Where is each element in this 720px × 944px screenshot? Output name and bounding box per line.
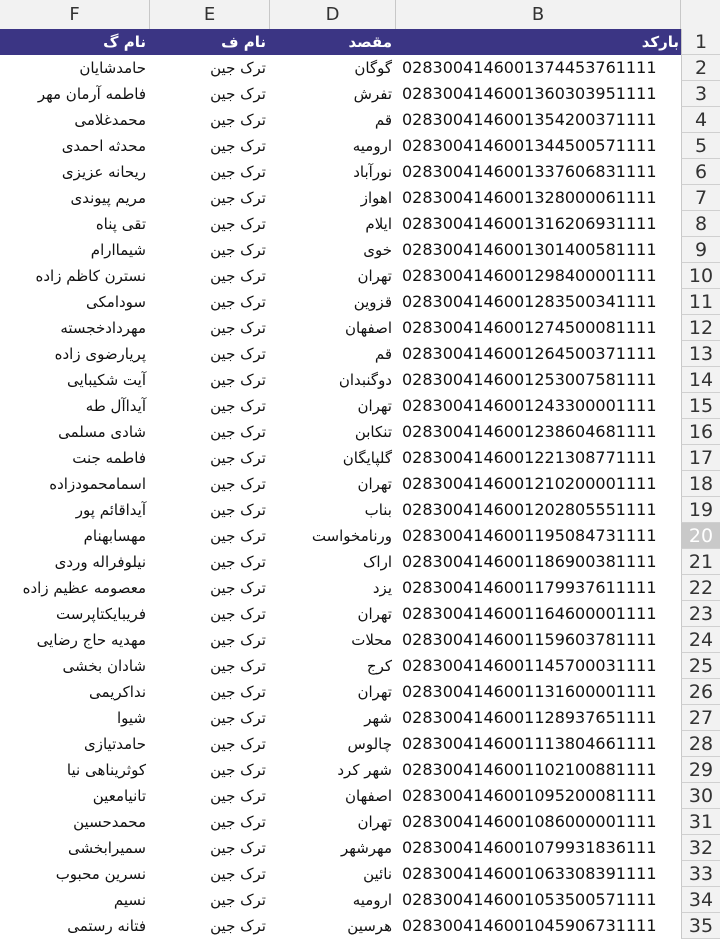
cell-namef[interactable]: ترک جین [210,293,266,311]
cell-dest[interactable]: یزد [372,579,392,597]
cell-dest[interactable]: شهر [364,709,392,727]
row-number[interactable]: 22 [681,575,720,601]
row-number-column [681,29,720,939]
cell-dest[interactable]: قم [374,111,392,129]
table-row[interactable] [0,211,681,237]
cell-dest[interactable]: محلات [351,631,392,649]
column-header-b[interactable]: B [396,0,681,29]
cell-nameg[interactable]: آیداآل طه [85,397,146,415]
cell-dest[interactable]: دوگنبدان [338,371,392,389]
cell-barcode[interactable]: 0283004146001102100881111 [402,760,657,779]
table-row[interactable] [0,783,681,809]
table-row[interactable] [0,133,681,159]
cell-dest[interactable]: ارومیه [352,137,392,155]
table-row[interactable] [0,471,681,497]
cell-barcode[interactable]: 0283004146001360303951111 [402,84,657,103]
cell-dest[interactable]: هرسین [347,917,392,935]
table-row[interactable] [0,289,681,315]
cell-namef[interactable]: ترک جین [210,865,266,883]
cell-nameg[interactable]: تانیامعین [92,787,146,805]
cell-barcode[interactable]: 0283004146001264500371111 [402,344,657,363]
cell-dest[interactable]: تهران [357,267,392,285]
table-row[interactable] [0,159,681,185]
cell-dest[interactable]: تهران [357,813,392,831]
header-row[interactable] [0,29,681,55]
cell-namef[interactable]: ترک جین [210,709,266,727]
row-number[interactable]: 28 [681,731,720,757]
table-row[interactable] [0,523,681,549]
cell-nameg[interactable]: آیداقائم پور [75,501,146,519]
row-number[interactable]: 7 [681,185,720,211]
cell-barcode[interactable]: 0283004146001063308391111 [402,864,657,883]
cell-barcode[interactable]: 0283004146001301400581111 [402,240,657,259]
spreadsheet-grid [0,29,681,939]
row-number[interactable]: 19 [681,497,720,523]
row-number[interactable]: 21 [681,549,720,575]
cell-barcode[interactable]: 0283004146001328000061111 [402,188,657,207]
cell-barcode[interactable]: 0283004146001164600001111 [402,604,657,623]
cell-barcode[interactable]: 0283004146001079931836111 [402,838,657,857]
cell-namef[interactable]: ترک جین [210,787,266,805]
cell-namef[interactable]: ترک جین [210,345,266,363]
column-header-bar [0,0,720,30]
table-row[interactable] [0,887,681,913]
table-row[interactable] [0,861,681,887]
cell-nameg[interactable]: نسرین محبوب [55,865,146,883]
table-row[interactable] [0,315,681,341]
cell-dest[interactable]: تهران [357,475,392,493]
cell-namef[interactable]: ترک جین [210,891,266,909]
cell-namef[interactable]: ترک جین [210,553,266,571]
table-row[interactable] [0,341,681,367]
row-number[interactable]: 29 [681,757,720,783]
cell-namef[interactable]: ترک جین [210,657,266,675]
cell-nameg[interactable]: کوثریناهی نیا [66,761,146,779]
row-number[interactable]: 16 [681,419,720,445]
cell-barcode[interactable]: 0283004146001145700031111 [402,656,657,675]
cell-barcode[interactable]: 0283004146001274500081111 [402,318,657,337]
cell-dest[interactable]: ارومیه [352,891,392,909]
cell-namef[interactable]: ترک جین [210,501,266,519]
cell-dest[interactable]: اصفهان [345,787,392,805]
cell-nameg[interactable]: نیلوفراله وردی [54,553,146,571]
cell-dest[interactable]: شهر کرد [337,761,392,779]
cell-namef[interactable]: ترک جین [210,917,266,935]
cell-nameg[interactable]: آیت شکیبایی [67,371,146,389]
cell-namef[interactable]: ترک جین [210,163,266,181]
table-row[interactable] [0,55,681,81]
row-number[interactable]: 11 [681,289,720,315]
row-number[interactable]: 1 [681,29,720,55]
cell-nameg[interactable]: پریارضوی زاده [54,345,146,363]
cell-barcode[interactable]: 0283004146001344500571111 [402,136,657,155]
cell-nameg[interactable]: ریحانه عزیزی [61,163,146,181]
cell-nameg[interactable]: شادی مسلمی [58,423,146,441]
cell-namef[interactable]: ترک جین [210,579,266,597]
cell-dest[interactable]: قزوین [353,293,392,311]
cell-namef[interactable]: ترک جین [210,449,266,467]
table-row[interactable] [0,575,681,601]
row-number[interactable]: 6 [681,159,720,185]
table-row[interactable] [0,263,681,289]
cell-nameg[interactable]: فریبایکتاپرست [55,605,146,623]
table-row[interactable] [0,913,681,939]
cell-dest[interactable]: مهرشهر [341,839,392,857]
cell-barcode[interactable]: 0283004146001095200081111 [402,786,657,805]
cell-nameg[interactable]: اسمامحمودزاده [49,475,146,493]
cell-barcode[interactable]: 0283004146001128937651111 [402,708,657,727]
cell-nameg[interactable]: فاطمه آرمان مهر [37,85,146,103]
row-number[interactable]: 3 [681,81,720,107]
row-number[interactable]: 20 [681,523,720,549]
cell-nameg[interactable]: مهردادخجسته [60,319,146,337]
cell-nameg[interactable]: شیوا [116,709,146,727]
table-row[interactable] [0,237,681,263]
select-all-corner[interactable] [681,0,720,29]
cell-barcode[interactable]: 0283004146001131600001111 [402,682,657,701]
cell-nameg[interactable]: شادان بخشی [62,657,146,675]
row-number[interactable]: 34 [681,887,720,913]
cell-nameg[interactable]: محدثه احمدی [61,137,146,155]
cell-dest[interactable]: ایلام [365,215,392,233]
cell-nameg[interactable]: شیماارام [90,241,146,259]
cell-namef[interactable]: ترک جین [210,631,266,649]
cell-dest[interactable]: کرج [366,657,392,675]
table-row[interactable] [0,757,681,783]
cell-dest[interactable]: گوگان [354,59,392,77]
cell-nameg[interactable]: نداکریمی [89,683,146,701]
cell-namef[interactable]: ترک جین [210,241,266,259]
row-number[interactable]: 24 [681,627,720,653]
cell-barcode[interactable]: 0283004146001238604681111 [402,422,657,441]
cell-nameg[interactable]: نسترن کاظم زاده [35,267,146,285]
table-row[interactable] [0,367,681,393]
cell-dest[interactable]: تنکابن [354,423,392,441]
row-number[interactable]: 8 [681,211,720,237]
cell-barcode[interactable]: 0283004146001179937611111 [402,578,657,597]
cell-barcode[interactable]: 0283004146001210200001111 [402,474,657,493]
cell-namef[interactable]: ترک جین [210,397,266,415]
row-number[interactable]: 14 [681,367,720,393]
row-number[interactable]: 25 [681,653,720,679]
cell-nameg[interactable]: محمدحسین [73,813,146,831]
cell-dest[interactable]: خوی [363,241,392,259]
cell-nameg[interactable]: سودامکی [86,293,146,311]
cell-barcode[interactable]: 0283004146001283500341111 [402,292,657,311]
cell-namef[interactable]: ترک جین [210,683,266,701]
cell-namef[interactable]: ترک جین [210,59,266,77]
cell-barcode[interactable]: 0283004146001316206931111 [402,214,657,233]
table-row[interactable] [0,653,681,679]
cell-barcode[interactable]: 0283004146001086000001111 [402,812,657,831]
cell-nameg[interactable]: حامدشایان [79,59,146,77]
cell-barcode[interactable]: 0283004146001202805551111 [402,500,657,519]
cell-dest[interactable]: قم [374,345,392,363]
table-row[interactable] [0,185,681,211]
cell-nameg[interactable]: معصومه عظیم زاده [22,579,146,597]
table-row[interactable] [0,731,681,757]
cell-dest[interactable]: نورآباد [353,163,392,181]
row-number[interactable]: 33 [681,861,720,887]
row-number[interactable]: 30 [681,783,720,809]
cell-dest[interactable]: چالوس [347,735,392,753]
cell-namef[interactable]: ترک جین [210,371,266,389]
cell-nameg[interactable]: فاطمه جنت [72,449,146,467]
table-row[interactable] [0,679,681,705]
cell-dest[interactable]: تفرش [353,85,392,103]
cell-dest[interactable]: ورنامخواست [311,527,392,545]
cell-namef[interactable]: ترک جین [210,85,266,103]
cell-nameg[interactable]: فتانه رستمی [67,917,146,935]
table-row[interactable] [0,445,681,471]
cell-namef[interactable]: ترک جین [210,839,266,857]
cell-barcode[interactable]: 0283004146001195084731111 [402,526,657,545]
cell-namef[interactable]: ترک جین [210,111,266,129]
cell-nameg[interactable]: محمدغلامی [74,111,146,129]
cell-barcode[interactable]: 0283004146001298400001111 [402,266,657,285]
cell-barcode[interactable]: 0283004146001221308771111 [402,448,657,467]
cell-barcode[interactable]: 0283004146001113804661111 [402,734,657,753]
cell-namef[interactable]: ترک جین [210,813,266,831]
table-row[interactable] [0,497,681,523]
table-row[interactable] [0,809,681,835]
cell-dest[interactable]: اراک [362,553,392,571]
row-number[interactable]: 10 [681,263,720,289]
cell-namef[interactable]: ترک جین [210,735,266,753]
cell-nameg[interactable]: سمیرابخشی [68,839,146,857]
cell-namef[interactable]: ترک جین [210,475,266,493]
cell-namef[interactable]: ترک جین [210,267,266,285]
cell-barcode[interactable]: 0283004146001374453761111 [402,58,657,77]
cell-dest[interactable]: نائین [363,865,392,883]
table-row[interactable] [0,107,681,133]
row-number[interactable]: 5 [681,133,720,159]
header-cell-dest[interactable]: مقصد [348,33,392,51]
row-number[interactable]: 15 [681,393,720,419]
table-row[interactable] [0,835,681,861]
cell-barcode[interactable]: 0283004146001243300001111 [402,396,657,415]
cell-dest[interactable]: تهران [357,397,392,415]
header-cell-barcode[interactable]: بارکد [641,33,679,51]
cell-barcode[interactable]: 0283004146001053500571111 [402,890,657,909]
cell-namef[interactable]: ترک جین [210,189,266,207]
header-cell-nameg[interactable]: نام گ [103,33,146,51]
cell-dest[interactable]: اهواز [360,189,392,207]
row-number[interactable]: 2 [681,55,720,81]
column-header-d[interactable]: D [270,0,396,29]
table-row[interactable] [0,601,681,627]
cell-namef[interactable]: ترک جین [210,761,266,779]
row-number[interactable]: 23 [681,601,720,627]
row-number[interactable]: 12 [681,315,720,341]
row-number[interactable]: 17 [681,445,720,471]
cell-namef[interactable]: ترک جین [210,215,266,233]
cell-namef[interactable]: ترک جین [210,423,266,441]
cell-barcode[interactable]: 0283004146001253007581111 [402,370,657,389]
row-number[interactable]: 9 [681,237,720,263]
cell-namef[interactable]: ترک جین [210,137,266,155]
row-number[interactable]: 27 [681,705,720,731]
row-number[interactable]: 26 [681,679,720,705]
cell-barcode[interactable]: 0283004146001354200371111 [402,110,657,129]
row-number[interactable]: 31 [681,809,720,835]
header-cell-namef[interactable]: نام ف [221,33,266,51]
row-number[interactable]: 4 [681,107,720,133]
table-row[interactable] [0,627,681,653]
cell-dest[interactable]: تهران [357,683,392,701]
cell-barcode[interactable]: 0283004146001159603781111 [402,630,657,649]
row-number[interactable]: 13 [681,341,720,367]
cell-nameg[interactable]: حامدتیازی [83,735,146,753]
cell-barcode[interactable]: 0283004146001045906731111 [402,916,657,935]
row-number[interactable]: 35 [681,913,720,939]
table-row[interactable] [0,393,681,419]
column-header-e[interactable]: E [150,0,270,29]
cell-dest[interactable]: بناب [364,501,392,519]
cell-nameg[interactable]: مهدیه حاج رضایی [36,631,146,649]
row-number[interactable]: 32 [681,835,720,861]
cell-dest[interactable]: گلپایگان [342,449,392,467]
cell-namef[interactable]: ترک جین [210,527,266,545]
cell-dest[interactable]: اصفهان [345,319,392,337]
cell-namef[interactable]: ترک جین [210,605,266,623]
row-number[interactable]: 18 [681,471,720,497]
table-row[interactable] [0,549,681,575]
table-row[interactable] [0,81,681,107]
cell-barcode[interactable]: 0283004146001337606831111 [402,162,657,181]
column-header-f[interactable]: F [0,0,150,29]
table-row[interactable] [0,705,681,731]
cell-dest[interactable]: تهران [357,605,392,623]
cell-nameg[interactable]: نسیم [113,891,146,909]
cell-nameg[interactable]: مهسابهنام [83,527,146,545]
cell-nameg[interactable]: تقی پناه [95,215,146,233]
cell-namef[interactable]: ترک جین [210,319,266,337]
table-row[interactable] [0,419,681,445]
cell-barcode[interactable]: 0283004146001186900381111 [402,552,657,571]
cell-nameg[interactable]: مریم پیوندی [70,189,146,207]
